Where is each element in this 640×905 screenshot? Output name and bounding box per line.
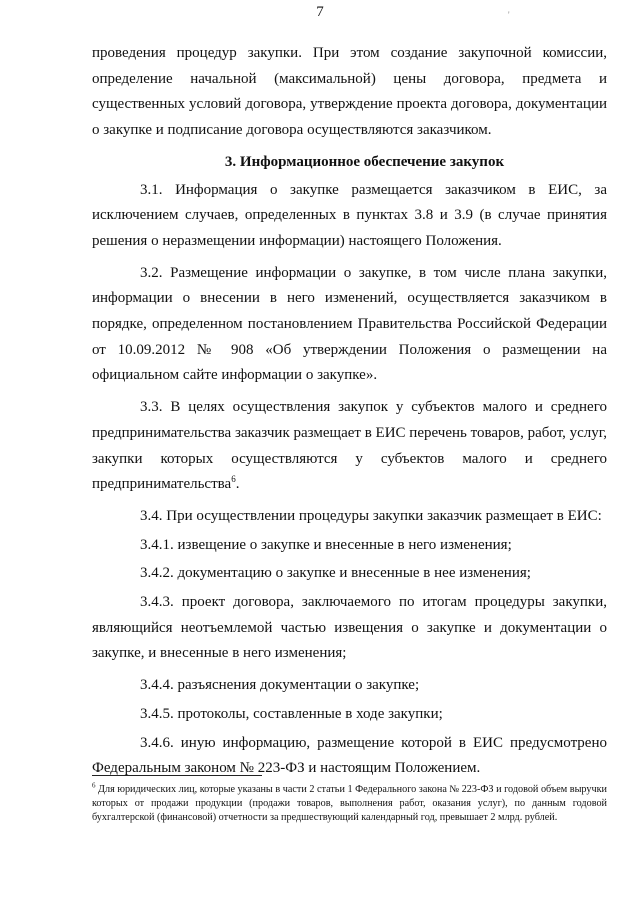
- paragraph-3-4-2: 3.4.2. документацию о закупке и внесенные в нее изменения;: [140, 565, 531, 582]
- section-title: 3. Информационное обеспечение закупок: [224, 153, 505, 170]
- paragraph-3-4-1: 3.4.1. извещение о закупке и внесенные в него изменения;: [140, 536, 512, 553]
- footnote: [92, 783, 607, 825]
- paragraph-3-4-6: 3.4.6. иную информацию, размещение которой в ЕИС предусмотрено Федеральным законом № 223-ФЗ и настоящим Положением.: [92, 734, 607, 777]
- footnote-marker: 6: [92, 781, 96, 790]
- paragraph-3-3-end: .: [235, 476, 240, 493]
- paragraph-3-4-3: 3.4.3. проект договора, заключаемого по итогам процедуры закупки, являющийся неотъемлемой частью извещения о закупке и документации о закупке, и внесенные в него изменения;: [92, 594, 607, 662]
- body-text: [92, 41, 607, 788]
- paragraph-3-1: 3.1. Информация о закупке размещается заказчиком в ЕИС, за исключением случаев, определенных в пунктах 3.8 и 3.9 (в случае принятия решения о неразмещении информации) настоящего Положения.: [92, 181, 607, 249]
- page-number: 7: [316, 4, 324, 20]
- footnote-separator: [92, 775, 262, 776]
- paragraph-3-2: 3.2. Размещение информации о закупке, в том числе плана закупки, информации о внесении в него изменений, осуществляется заказчиком в порядке, определенном постановлением Правительства Российской Федерации от 10.09.2012 № 908 «Об утверждении Положения о размещении на официальном сайте информации о закупке».: [92, 264, 607, 384]
- footnote-reference: 6: [231, 474, 236, 485]
- paragraph-continuation: проведения процедур закупки. При этом создание закупочной комиссии, определение начальной (максимальной) цены договора, предмета и существенных условий договора, утверждение проекта договора, документации о закупке и подписание договора осуществляются заказчиком.: [92, 45, 607, 139]
- paragraph-3-3: [92, 395, 607, 498]
- paragraph-3-4: 3.4. При осуществлении процедуры закупки заказчик размещает в ЕИС:: [140, 507, 602, 524]
- paragraph-3-3-text: 3.3. В целях осуществления закупок у субъектов малого и среднего предпринимательства заказчик размещает в ЕИС перечень товаров, работ, услуг, закупки которых осуществляются у субъектов малого и среднего предпринимательства: [92, 399, 607, 493]
- scan-mark: ': [508, 10, 510, 20]
- paragraph-3-4-5: 3.4.5. протоколы, составленные в ходе закупки;: [140, 705, 443, 722]
- paragraph-3-4-4: 3.4.4. разъяснения документации о закупке;: [140, 677, 420, 694]
- footnote-text: Для юридических лиц, которые указаны в части 2 статьи 1 Федерального закона № 223-ФЗ и годовой объем выручки которых от продажи продукции (продажи товаров, выполнения работ, оказания услуг), по данным годовой бухгалтерской (финансовой) отчетности за предшествующий календарный год, превышает 2 млрд. рублей.: [92, 784, 607, 823]
